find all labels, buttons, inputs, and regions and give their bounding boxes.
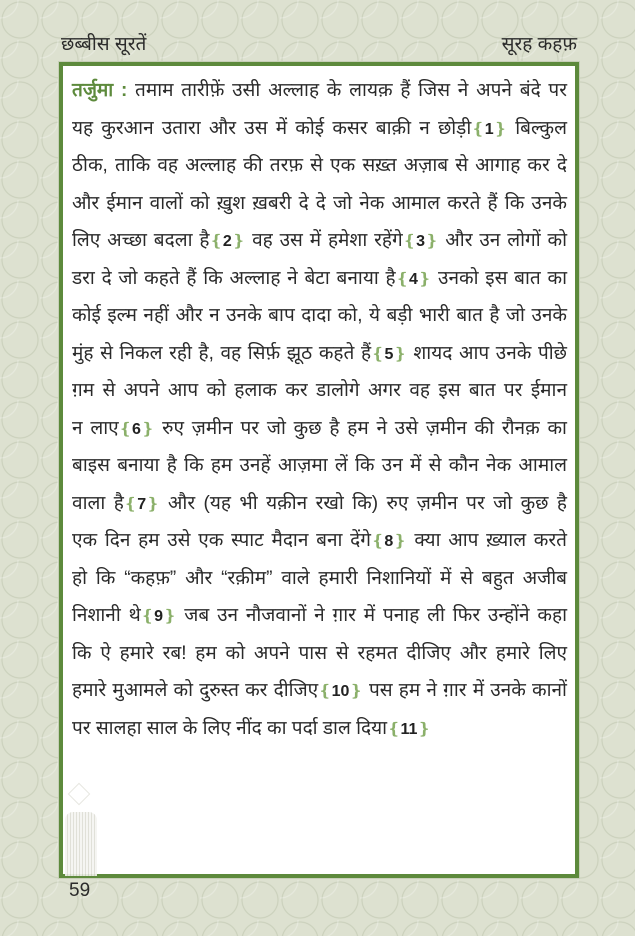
text-segment: डरा दे जो कहते हैं कि अल्लाह ने बेटा बनाया है xyxy=(72,267,396,289)
text-line xyxy=(72,147,567,185)
verse-number: 9 xyxy=(154,608,164,625)
verse-number-marker: ❴9❵ xyxy=(140,608,177,625)
verse-number: 6 xyxy=(132,420,141,438)
text-segment: कोई इल्म नहीं और न उनके बाप दादा को, ये बड़ी भारी बात है जो उनके xyxy=(72,305,567,326)
text-segment: पर सालहा साल के लिए नींद का पर्दा डाल दिया xyxy=(72,717,388,739)
verse-number-marker: ❴1❵ xyxy=(471,120,507,138)
text-line xyxy=(72,710,567,748)
page-number: 59 xyxy=(69,880,91,901)
text-segment: यह कुरआन उतारा और उस में कोई कसर बाक़ी न छोड़ी xyxy=(72,117,472,139)
verse-number-marker: ❴3❵ xyxy=(402,233,439,250)
text-line xyxy=(72,410,567,448)
verse-number: 8 xyxy=(384,533,394,550)
verse-number-marker: ❴11❵ xyxy=(387,720,431,738)
verse-number-marker: ❴6❵ xyxy=(118,420,155,438)
verse-number: 11 xyxy=(400,720,418,738)
verse-number: 10 xyxy=(331,683,350,700)
text-segment: और ईमान वालों को ख़ुश ख़बरी दे दे जो नेक आमाल करते हैं कि उनके xyxy=(72,192,567,214)
verse-number-marker: ❴5❵ xyxy=(371,345,407,363)
text-segment: न लाए xyxy=(72,417,119,439)
text-segment: हमारे मुआमले को दुरुस्त कर दीजिए xyxy=(72,680,319,701)
text-segment: बाइस बनाया है कि हम उनहें आज़मा लें कि उन में से कौन नेक आमाल xyxy=(72,455,567,476)
text-segment: एक दिन हम उसे एक स्पाट मैदान बना देंगे xyxy=(72,530,371,551)
text-segment: तमाम तारीफ़ें उसी अल्लाह के लायक़ हैं जिस ने अपने बंदे पर xyxy=(127,80,567,101)
text-line xyxy=(72,297,567,335)
text-segment: लिए अच्छा बदला है xyxy=(72,230,210,251)
verse-number: 7 xyxy=(137,495,147,513)
text-line xyxy=(72,635,567,673)
text-line xyxy=(72,485,567,523)
text-segment: और (यह भी यक़ीन रखो कि) रुए ज़मीन पर जो कुछ है xyxy=(159,492,567,514)
text-line xyxy=(72,597,567,635)
text-line xyxy=(72,560,567,598)
verse-number: 1 xyxy=(484,120,494,138)
text-line xyxy=(72,522,567,560)
text-segment: वह उस में हमेशा रहेंगे xyxy=(245,230,403,251)
text-line xyxy=(72,447,567,485)
text-segment: शायद आप उनके पीछे xyxy=(406,342,567,364)
text-line xyxy=(72,72,567,110)
text-segment: ग़म से अपने आप को हलाक कर डालोगे अगर वह इस बात पर ईमान xyxy=(72,380,567,401)
verse-number-marker: ❴2❵ xyxy=(209,233,246,250)
translation-text xyxy=(72,72,567,747)
verse-number-marker: ❴8❵ xyxy=(370,533,407,550)
text-segment: निशानी थे xyxy=(72,605,141,626)
text-line xyxy=(72,110,567,148)
text-line xyxy=(72,260,567,298)
verse-number-marker: ❴7❵ xyxy=(123,495,160,513)
text-segment: बिल्कुल xyxy=(507,117,568,139)
text-segment: ठीक, ताकि वह अल्लाह की तरफ़ से एक सख़्त अज़ाब से आगाह कर दे xyxy=(72,155,567,176)
text-segment: पस हम ने ग़ार में उनके कानों xyxy=(362,680,567,701)
book-title: छब्बीस सूरतें xyxy=(61,34,147,55)
text-segment: वाला है xyxy=(72,492,124,514)
text-line xyxy=(72,672,567,710)
verse-number-marker: ❴4❵ xyxy=(395,270,432,288)
verse-number: 3 xyxy=(416,233,426,250)
verse-number: 5 xyxy=(384,345,394,363)
text-segment: कि ऐ हमारे रब! हम को अपने पास से रहमत दीजिए और हमारे लिए xyxy=(72,642,567,664)
text-segment: रुए ज़मीन पर जो कुछ है हम ने उसे ज़मीन की रौनक़ का xyxy=(154,417,567,439)
text-segment: उनको इस बात का xyxy=(431,267,567,289)
surah-title: सूरह कहफ़ xyxy=(501,34,577,55)
text-line xyxy=(72,372,567,410)
text-segment: हो कि “कहफ़” और “रक़ीम” वाले हमारी निशानियों में से बहुत अजीब xyxy=(72,567,567,589)
text-segment: और उन लोगों को xyxy=(438,230,568,251)
translation-label: तर्जुमा : xyxy=(72,80,128,101)
verse-number-marker: ❴10❵ xyxy=(318,683,363,700)
text-line xyxy=(72,222,567,260)
verse-number: 2 xyxy=(222,233,232,250)
bookmark-ribbon-icon xyxy=(65,812,97,876)
text-segment: क्या आप ख़्याल करते xyxy=(406,530,567,551)
translation-box xyxy=(59,62,579,878)
verse-number: 4 xyxy=(409,270,418,288)
text-line xyxy=(72,335,567,373)
text-segment: मुंह से निकल रही है, वह सिर्फ़ झूठ कहते हैं xyxy=(72,342,372,364)
text-line xyxy=(72,185,567,223)
text-segment: जब उन नौजवानों ने ग़ार में पनाह ली फिर उन्होंने कहा xyxy=(176,605,567,626)
